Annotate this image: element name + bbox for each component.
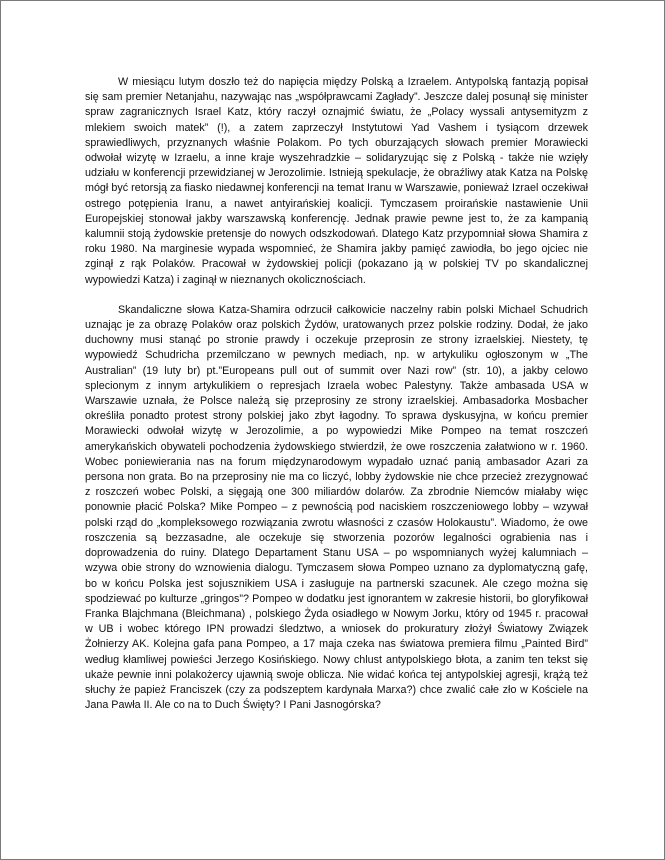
paragraph-2: Skandaliczne słowa Katza-Shamira odrzucił całkowicie naczelny rabin polski Michael Schudrich uznając je za obrazę Polaków oraz polskich Żydów, uratowanych przez polskie rodziny. Dodał, że jako duchowny musi stanąć po stronie prawdy i oczekuje przeprosin ze strony izraelskiej. Niestety, tę wypowiedź Schudricha przemilczano w pewnych mediach, np. w artykuliku ogłoszonym w „The Australian” (19 luty br) pt.”Europeans pull out of summit over Nazi row” (str. 10), a jakby celowo splecionym z innym artykulikiem o represjach Izraela wobec Palestyny. Także ambasada USA w Warszawie uznała, że Polsce należą się przeprosiny ze strony izraelskiej. Ambasadorka Mosbacher określiła ponadto protest strony polskiej jako zbyt łagodny. To sprawa dyskusyjna, w końcu premier Morawiecki odwołał wizytę w Jerozolimie, a po wypowiedzi Mike Pompeo na temat roszczeń amerykańskich obywateli pochodzenia żydowskiego stwierdził, że owe roszczenia załatwiono w r. 1960. Wobec poniewierania nas na forum międzynarodowym wypadało uznać panią ambasador Azari za persona non grata. Bo na przeprosiny nie ma co liczyć, lobby żydowskie nie chce przecież zrezygnować z roszczeń wobec Polski, a sięgają one 300 miliardów dolarów. Za zbrodnie Niemców miałaby więc ponownie płacić Polska? Mike Pompeo – z pewnością pod naciskiem roszczeniowego lobby – wzywał polski rząd do „kompleksowego rozwiązania zwrotu własności z czasów Holokaustu”. Wiadomo, że owe roszczenia są bezzasadne, ale oczekuje się stworzenia pozorów legalności ograbienia nas i doprowadzenia do ruiny. Dlatego Departament Stanu USA – po wspomnianych wyżej kalumniach – wzywa obie strony do wznowienia dialogu. Tymczasem słowa Pompeo uznano za dyplomatyczną gafę, bo w końcu Polska jest sojusznikiem USA i zasługuje na partnerski szacunek. Ale czego można się spodziewać po kulturze „gringos”? Pompeo w dodatku jest ignorantem w zakresie historii, bo gloryfikował Franka Blajchmana (Bleichmana) , polskiego Żyda osiadłego w Nowym Jorku, który od 1945 r. pracował w UB i wobec którego IPN prowadzi śledztwo, a wniosek do prokuratury złożył Światowy Związek Żołnierzy AK. Kolejna gafa pana Pompeo, a 17 maja czeka nas światowa premiera filmu „Painted Bird” według kłamliwej powieści Jerzego Kosińskiego. Nowy chlust antypolskiego błota, a zanim ten tekst się ukaże pewnie inni polakożercy ujawnią swoje oblicza. Nie widać końca tej antypolskiej agresji, krążą też słuchy że papież Franciszek (czy za podszeptem kardynała Marxa?) chce zwalić całe zło w Kościele na Jana Pawła II. Ale co na to Duch Święty? I Pani Jasnogórska? [85, 303, 588, 712]
document-body [85, 75, 588, 728]
paragraph-1: W miesiącu lutym doszło też do napięcia między Polską a Izraelem. Antypolską fantazją popisał się sam premier Netanjahu, nazywając nas „współprawcami Zagłady”. Jeszcze dalej posunął się minister spraw zagranicznych Israel Katz, który raczył oznajmić światu, że „Polacy wyssali antysemityzm z mlekiem swoich matek” (!), a zatem zaprzeczył Instytutowi Yad Vashem i tysiącom drzewek sprawiedliwych, przyznanych właśnie Polakom. Po tych oburzających słowach premier Morawiecki odwołał wizytę w Izraelu, a inne kraje wyszehradzkie – solidaryzując się z Polską - także nie wzięły udziału w konferencji przewidzianej w Jerozolimie. Istnieją spekulacje, że obraźliwy atak Katza na Polskę mógł być retorsją za fiasko niedawnej konferencji na temat Iranu w Warszawie, ponieważ Izrael oczekiwał ostrego potępienia Iranu, a nawet antyirańskiej koalicji. Tymczasem proirańskie nastawienie Unii Europejskiej stonował jakby warszawską konferencję. Jednak prawie pewne jest to, że za kampanią kalumnii stoją żydowskie pretensje do nowych odszkodowań. Dlatego Katz przypomniał słowa Shamira z roku 1980. Na marginesie wypada wspomnieć, że Shamira jakby pamięć zawiodła, bo jego ojciec nie zginął z rąk Polaków. Pracował w żydowskiej policji (pokazano ją w polskiej TV po skandalicznej wypowiedzi Katza) i zaginął w nieznanych okolicznościach. [85, 76, 588, 286]
